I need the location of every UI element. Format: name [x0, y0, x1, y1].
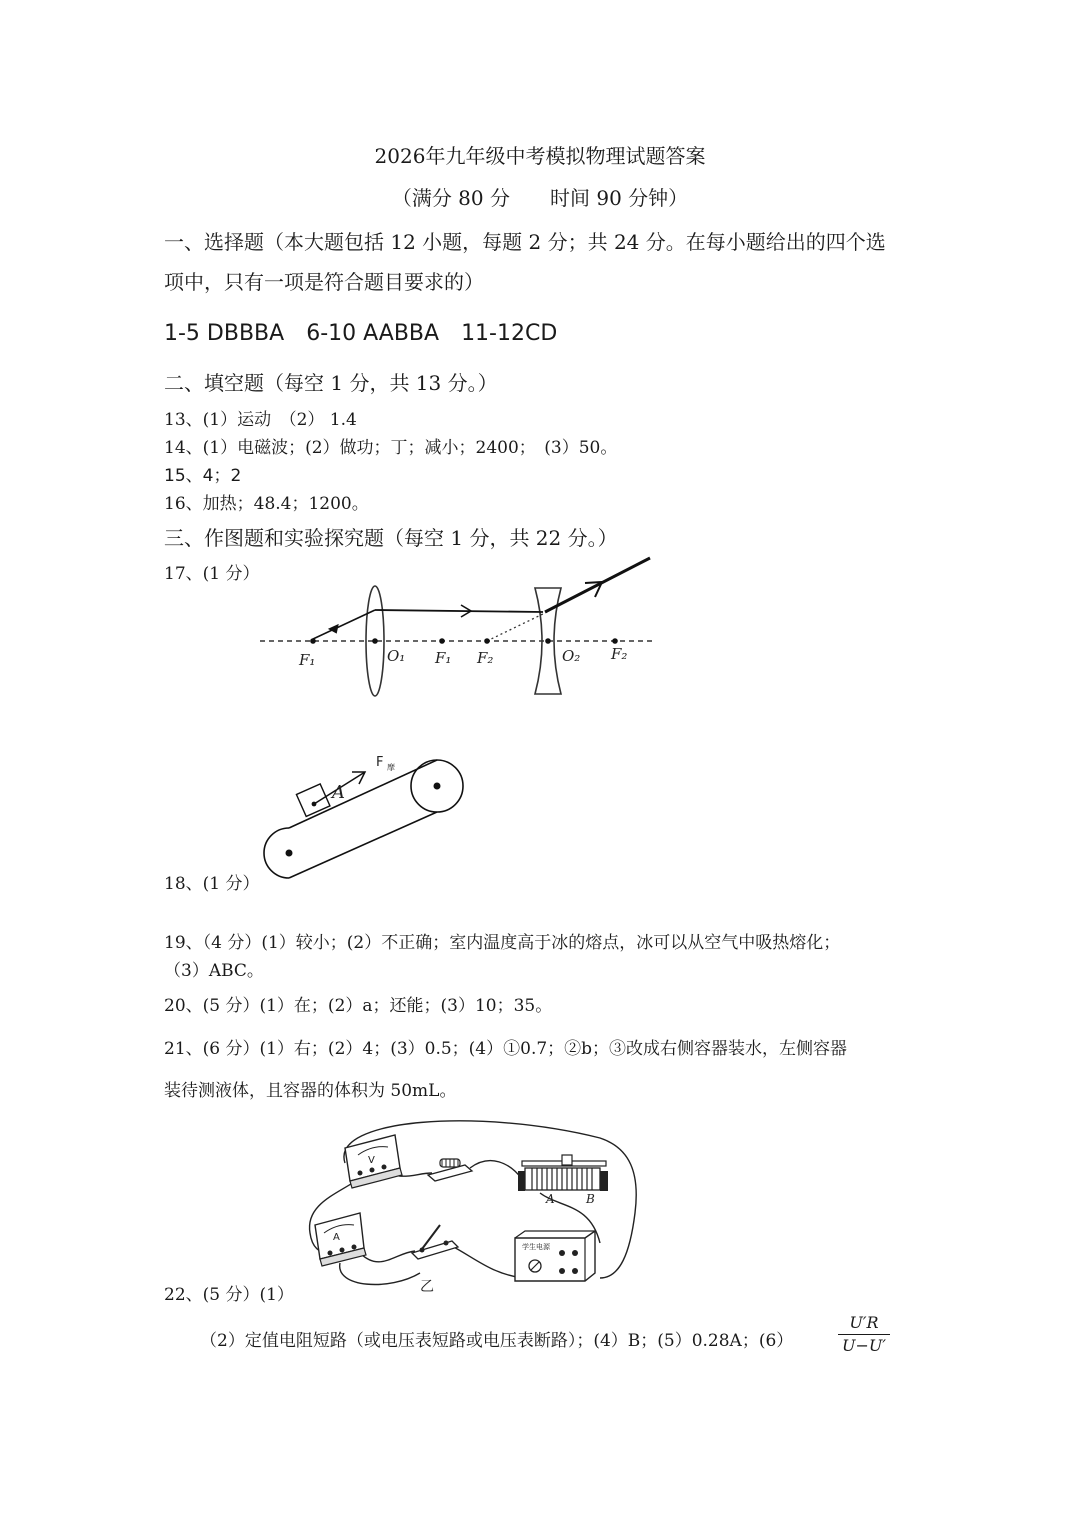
- voltmeter: [345, 1135, 402, 1188]
- answer-q13: 13、(1）运动 （2） 1.4: [164, 410, 357, 430]
- point-f1-left: [310, 638, 316, 644]
- section3-heading: 三、作图题和实验探究题（每空 1 分，共 22 分。）: [164, 526, 618, 550]
- answer-q20: 20、(5 分）(1）在；(2）a；还能；(3）10；35。: [164, 996, 553, 1016]
- label-o1: O₁: [387, 647, 406, 665]
- left-roller-axle: [286, 850, 293, 857]
- section1-heading-line2: 项中，只有一项是符合题目要求的）: [164, 270, 484, 294]
- q22-formula-denominator: U−U′: [842, 1336, 887, 1355]
- wire-resistor-rheostat: [470, 1161, 522, 1179]
- answer-q22-line2: （2）定值电阻短路（或电压表短路或电压表断路）；(4）B；(5）0.28A；(6）: [200, 1331, 794, 1351]
- answer-q18: 18、(1 分）: [164, 874, 260, 894]
- section2-heading: 二、填空题（每空 1 分，共 13 分。）: [164, 371, 498, 395]
- point-o1: [372, 638, 378, 644]
- point-f1-right: [439, 638, 445, 644]
- circuit-caption: 乙: [420, 1279, 434, 1295]
- answer-q19-line1: 19、（4 分）(1）较小；(2）不正确；室内温度高于冰的熔点，冰可以从空气中吸热熔化；: [164, 933, 841, 953]
- page-subtitle: （满分 80 分 时间 90 分钟）: [391, 186, 689, 210]
- page-title: 2026年九年级中考模拟物理试题答案: [374, 144, 706, 168]
- wire-switch-power: [450, 1245, 522, 1278]
- section1-heading-line1: 一、选择题（本大题包括 12 小题，每题 2 分；共 24 分。在每小题给出的四个选: [164, 230, 886, 254]
- answer-q15: 15、4；2: [164, 466, 242, 486]
- circuit-diagram: [300, 1113, 645, 1298]
- parallel-ray: [375, 610, 543, 612]
- force-subscript: 摩: [387, 763, 395, 772]
- point-f2-left: [484, 638, 490, 644]
- label-f2-right: F₂: [611, 645, 628, 663]
- switch: [412, 1225, 458, 1259]
- ammeter: [315, 1213, 366, 1266]
- point-f2-right: [612, 638, 618, 644]
- rheostat: [518, 1155, 608, 1206]
- fixed-resistor: [428, 1159, 472, 1181]
- q22-formula-numerator: U′R: [838, 1312, 890, 1335]
- point-o2: [545, 638, 551, 644]
- section1-answers: 1-5 DBBBA 6-10 AABBA 11-12CD: [164, 321, 558, 346]
- answer-q19-line2: （3）ABC。: [164, 961, 264, 981]
- belt-bottom: [289, 812, 437, 878]
- label-o2: O₂: [562, 647, 581, 665]
- answer-q14: 14、(1）电磁波；(2）做功；丁；减小；2400； (3）50。: [164, 438, 618, 458]
- block-label: A: [332, 782, 345, 803]
- answer-q21-line2: 装待测液体，且容器的体积为 50mL。: [164, 1081, 457, 1101]
- belt-left-end: [264, 828, 289, 878]
- answer-q21-line1: 21、(6 分）(1）右；(2）4；(3）0.5；(4）①0.7；②b；③改成右侧容器装水，左侧容器: [164, 1039, 848, 1059]
- force-label: F: [376, 755, 384, 770]
- voltmeter-label: V: [368, 1155, 375, 1166]
- answer-q17: 17、(1 分）: [164, 564, 260, 584]
- power-supply: [515, 1231, 595, 1281]
- ammeter-label: A: [333, 1232, 340, 1243]
- wire-bottom-loop: [340, 1263, 420, 1284]
- conveyor-diagram: [262, 750, 472, 885]
- answer-q16: 16、加热；48.4；1200。: [164, 494, 369, 514]
- rheostat-a-label: A: [546, 1192, 555, 1206]
- power-supply-label: 学生电源: [522, 1243, 550, 1251]
- label-f1-right: F₁: [435, 649, 452, 667]
- dotted-extension: [487, 612, 547, 641]
- q22-formula: [838, 1312, 890, 1357]
- label-f1-left: F₁: [299, 651, 316, 669]
- emergent-ray: [545, 558, 650, 612]
- wire-ammeter-switch: [360, 1251, 415, 1262]
- answer-q22: 22、(5 分）(1）: [164, 1285, 294, 1305]
- label-f2-left: F₂: [477, 649, 494, 667]
- rheostat-b-label: B: [586, 1192, 595, 1206]
- right-roller-axle: [434, 783, 441, 790]
- lens-ray-diagram: [255, 553, 655, 703]
